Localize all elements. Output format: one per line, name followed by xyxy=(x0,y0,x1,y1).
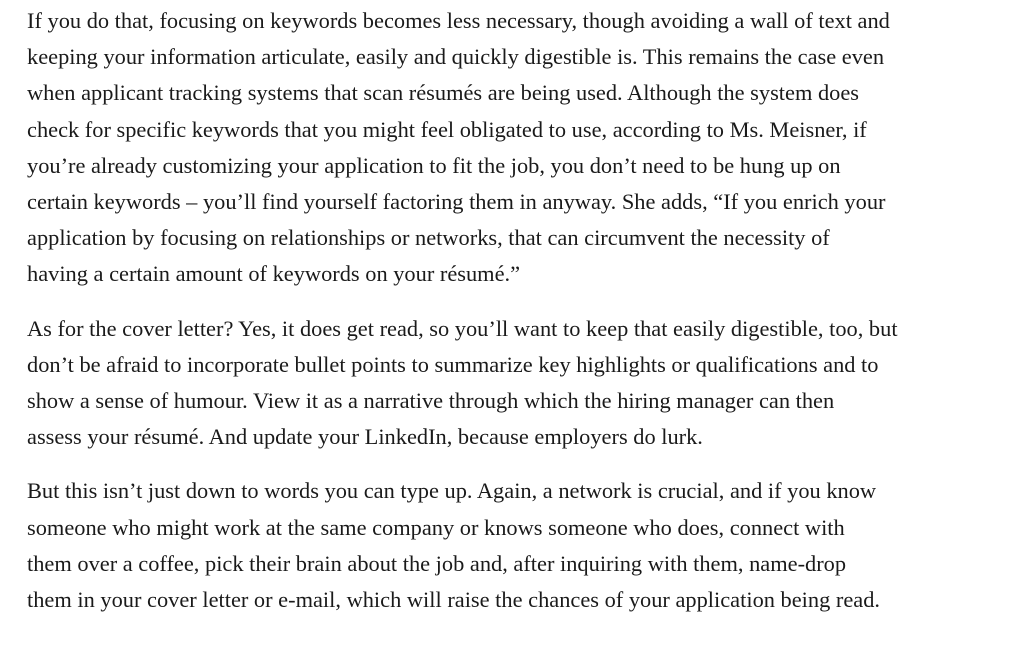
text-line: check for specific keywords that you might feel obligated to use, according to Ms. Meisner, if xyxy=(27,116,867,142)
text-line: assess your résumé. And update your LinkedIn, because employers do lurk. xyxy=(27,424,703,450)
text-line: certain keywords – you’ll find yourself factoring them in anyway. She adds, “If you enrich your xyxy=(27,189,886,215)
text-line: them in your cover letter or e-mail, which will raise the chances of your application being read. xyxy=(27,587,881,613)
text-line: you’re already customizing your application to fit the job, you don’t need to be hung up on xyxy=(27,152,841,178)
text-line: them over a coffee, pick their brain about the job and, after inquiring with them, name-drop xyxy=(27,550,847,576)
text-line: when applicant tracking systems that scan résumés are being used. Although the system does xyxy=(27,80,859,106)
text-line: application by focusing on relationships or networks, that can circumvent the necessity of xyxy=(27,225,830,251)
paragraph-network xyxy=(27,473,1011,618)
text-line: don’t be afraid to incorporate bullet points to summarize key highlights or qualifications and to xyxy=(27,351,879,377)
text-line: As for the cover letter? Yes, it does get read, so you’ll want to keep that easily digestible, too, but xyxy=(27,315,898,341)
text-line: keeping your information articulate, easily and quickly digestible is. This remains the case even xyxy=(27,44,885,70)
text-line: If you do that, focusing on keywords becomes less necessary, though avoiding a wall of text and xyxy=(27,8,890,33)
text-line: But this isn’t just down to words you can type up. Again, a network is crucial, and if you know xyxy=(27,478,877,504)
article-body xyxy=(27,3,1011,618)
text-line: someone who might work at the same company or knows someone who does, connect with xyxy=(27,514,845,540)
text-line: having a certain amount of keywords on your résumé.” xyxy=(27,261,521,287)
text-line: show a sense of humour. View it as a narrative through which the hiring manager can then xyxy=(27,388,835,414)
paragraph-keywords xyxy=(27,3,1011,293)
paragraph-cover-letter xyxy=(27,311,1011,456)
